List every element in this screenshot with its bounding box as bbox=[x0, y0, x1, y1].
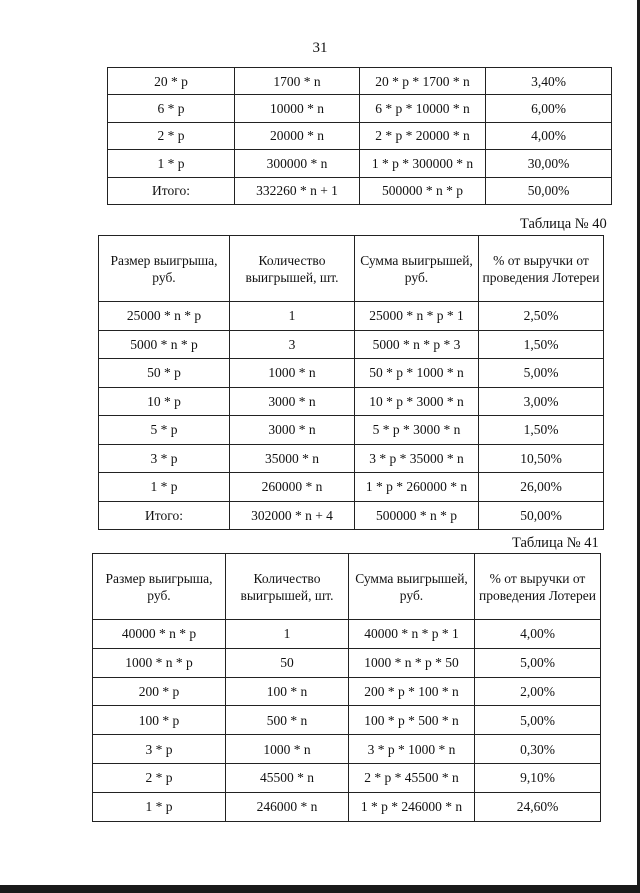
table-cell: 4,00% bbox=[486, 122, 612, 149]
table-cell: 500000 * n * p bbox=[355, 501, 479, 530]
table-cell: 300000 * n bbox=[235, 150, 360, 177]
header-cell: Сумма выигрышей, руб. bbox=[355, 236, 479, 302]
table-body bbox=[108, 68, 612, 205]
table-cell: 1 bbox=[226, 620, 349, 649]
table-cell: 4,00% bbox=[475, 620, 601, 649]
header-cell: Сумма выигрышей, руб. bbox=[349, 554, 475, 620]
table-cell: 332260 * n + 1 bbox=[235, 177, 360, 204]
table-cell: 200 * p * 100 * n bbox=[349, 677, 475, 706]
table-cell: 100 * n bbox=[226, 677, 349, 706]
table-row bbox=[99, 359, 604, 388]
header-cell: % от выручки от проведения Лотереи bbox=[475, 554, 601, 620]
table-cell: 3 * p * 1000 * n bbox=[349, 735, 475, 764]
table-41-caption: Таблица № 41 bbox=[512, 535, 599, 551]
table-row bbox=[93, 763, 601, 792]
table-row bbox=[108, 177, 612, 204]
table-cell: 40000 * n * p * 1 bbox=[349, 620, 475, 649]
table-row bbox=[99, 387, 604, 416]
table-cell: 25000 * n * p * 1 bbox=[355, 302, 479, 331]
table-cell: 100 * p * 500 * n bbox=[349, 706, 475, 735]
table-cell: 50 bbox=[226, 648, 349, 677]
table-cell: 2 * p * 45500 * n bbox=[349, 763, 475, 792]
table-cell: 30,00% bbox=[486, 150, 612, 177]
table-body bbox=[99, 302, 604, 530]
header-cell: Количество выигрышей, шт. bbox=[230, 236, 355, 302]
table-row bbox=[108, 150, 612, 177]
table-cell: 9,10% bbox=[475, 763, 601, 792]
table-cell: 10 * p bbox=[99, 387, 230, 416]
table-cell: 5000 * n * p bbox=[99, 330, 230, 359]
table-cell: 1000 * n * p * 50 bbox=[349, 648, 475, 677]
table-cell: 20000 * n bbox=[235, 122, 360, 149]
table-cell: 3 bbox=[230, 330, 355, 359]
table-cell: 35000 * n bbox=[230, 444, 355, 473]
table-cell: 20 * p * 1700 * n bbox=[360, 68, 486, 95]
table-cell: 50,00% bbox=[486, 177, 612, 204]
table-cell: 1 * p bbox=[99, 473, 230, 502]
table-cell: 5 * p * 3000 * n bbox=[355, 416, 479, 445]
table-cell: 3 * p bbox=[99, 444, 230, 473]
table-40-caption: Таблица № 40 bbox=[520, 216, 607, 232]
table-cell: 5 * p bbox=[99, 416, 230, 445]
table-cell: 3000 * n bbox=[230, 387, 355, 416]
table-cell: 1 * p * 246000 * n bbox=[349, 792, 475, 821]
table-cell: 246000 * n bbox=[226, 792, 349, 821]
table-row bbox=[99, 416, 604, 445]
table-cell: 25000 * n * p bbox=[99, 302, 230, 331]
table-cell: 5000 * n * p * 3 bbox=[355, 330, 479, 359]
table-row bbox=[93, 792, 601, 821]
table-cell: 10 * p * 3000 * n bbox=[355, 387, 479, 416]
table-cell: 1,50% bbox=[479, 416, 604, 445]
table-cell: 5,00% bbox=[475, 706, 601, 735]
header-row bbox=[99, 236, 604, 302]
table-cell: 10000 * n bbox=[235, 95, 360, 122]
table-cell: 500 * n bbox=[226, 706, 349, 735]
header-cell: Размер выигрыша, руб. bbox=[99, 236, 230, 302]
table-cell: 2 * p bbox=[108, 122, 235, 149]
table-cell: 1000 * n bbox=[226, 735, 349, 764]
table-row bbox=[108, 68, 612, 95]
page-edge-bottom bbox=[0, 885, 640, 893]
table-cell: 1 * p bbox=[108, 150, 235, 177]
table-row bbox=[93, 677, 601, 706]
table-cell: 1 bbox=[230, 302, 355, 331]
table-row bbox=[93, 706, 601, 735]
table-40 bbox=[98, 235, 604, 530]
table-cell: 1 * p * 300000 * n bbox=[360, 150, 486, 177]
table-cell: 3 * p bbox=[93, 735, 226, 764]
table-cell: 1000 * n * p bbox=[93, 648, 226, 677]
table-body bbox=[93, 620, 601, 822]
table-row bbox=[108, 122, 612, 149]
table-row bbox=[93, 648, 601, 677]
table-row bbox=[93, 620, 601, 649]
table-cell: 3,40% bbox=[486, 68, 612, 95]
table-cell: 1700 * n bbox=[235, 68, 360, 95]
table-row bbox=[99, 473, 604, 502]
page-number: 31 bbox=[312, 40, 328, 56]
table-cell: 200 * p bbox=[93, 677, 226, 706]
table-cell: 1,50% bbox=[479, 330, 604, 359]
table-cell: 3,00% bbox=[479, 387, 604, 416]
table-cell: 2,50% bbox=[479, 302, 604, 331]
table-cell: 45500 * n bbox=[226, 763, 349, 792]
table-cell: 50 * p bbox=[99, 359, 230, 388]
table-row bbox=[93, 735, 601, 764]
header-cell: Размер выигрыша, руб. bbox=[93, 554, 226, 620]
table-41 bbox=[92, 553, 601, 822]
table-cell: 1000 * n bbox=[230, 359, 355, 388]
table-cell: 260000 * n bbox=[230, 473, 355, 502]
table-cell: 40000 * n * p bbox=[93, 620, 226, 649]
table-cell: 50 * p * 1000 * n bbox=[355, 359, 479, 388]
table-cell: 3000 * n bbox=[230, 416, 355, 445]
table-cell: 0,30% bbox=[475, 735, 601, 764]
table-continuation bbox=[107, 67, 612, 205]
table-cell: 5,00% bbox=[479, 359, 604, 388]
header-cell: % от выручки от проведения Лотереи bbox=[479, 236, 604, 302]
table-cell: Итого: bbox=[108, 177, 235, 204]
table-cell: 100 * p bbox=[93, 706, 226, 735]
table-cell: 50,00% bbox=[479, 501, 604, 530]
table-cell: 2 * p bbox=[93, 763, 226, 792]
table-row bbox=[99, 444, 604, 473]
table-cell: 10,50% bbox=[479, 444, 604, 473]
table-cell: 1 * p bbox=[93, 792, 226, 821]
table-cell: 2,00% bbox=[475, 677, 601, 706]
table-cell: 20 * p bbox=[108, 68, 235, 95]
table-cell: 3 * p * 35000 * n bbox=[355, 444, 479, 473]
table-cell: 26,00% bbox=[479, 473, 604, 502]
table-cell: Итого: bbox=[99, 501, 230, 530]
table-header bbox=[99, 236, 604, 302]
table-cell: 500000 * n * p bbox=[360, 177, 486, 204]
table-header bbox=[93, 554, 601, 620]
table-cell: 6 * p bbox=[108, 95, 235, 122]
header-row bbox=[93, 554, 601, 620]
table-row bbox=[99, 302, 604, 331]
table-cell: 2 * p * 20000 * n bbox=[360, 122, 486, 149]
table-row bbox=[99, 501, 604, 530]
table-cell: 1 * p * 260000 * n bbox=[355, 473, 479, 502]
table-cell: 302000 * n + 4 bbox=[230, 501, 355, 530]
table-row bbox=[108, 95, 612, 122]
table-row bbox=[99, 330, 604, 359]
table-cell: 6 * p * 10000 * n bbox=[360, 95, 486, 122]
table-cell: 24,60% bbox=[475, 792, 601, 821]
table-cell: 6,00% bbox=[486, 95, 612, 122]
header-cell: Количество выигрышей, шт. bbox=[226, 554, 349, 620]
table-cell: 5,00% bbox=[475, 648, 601, 677]
